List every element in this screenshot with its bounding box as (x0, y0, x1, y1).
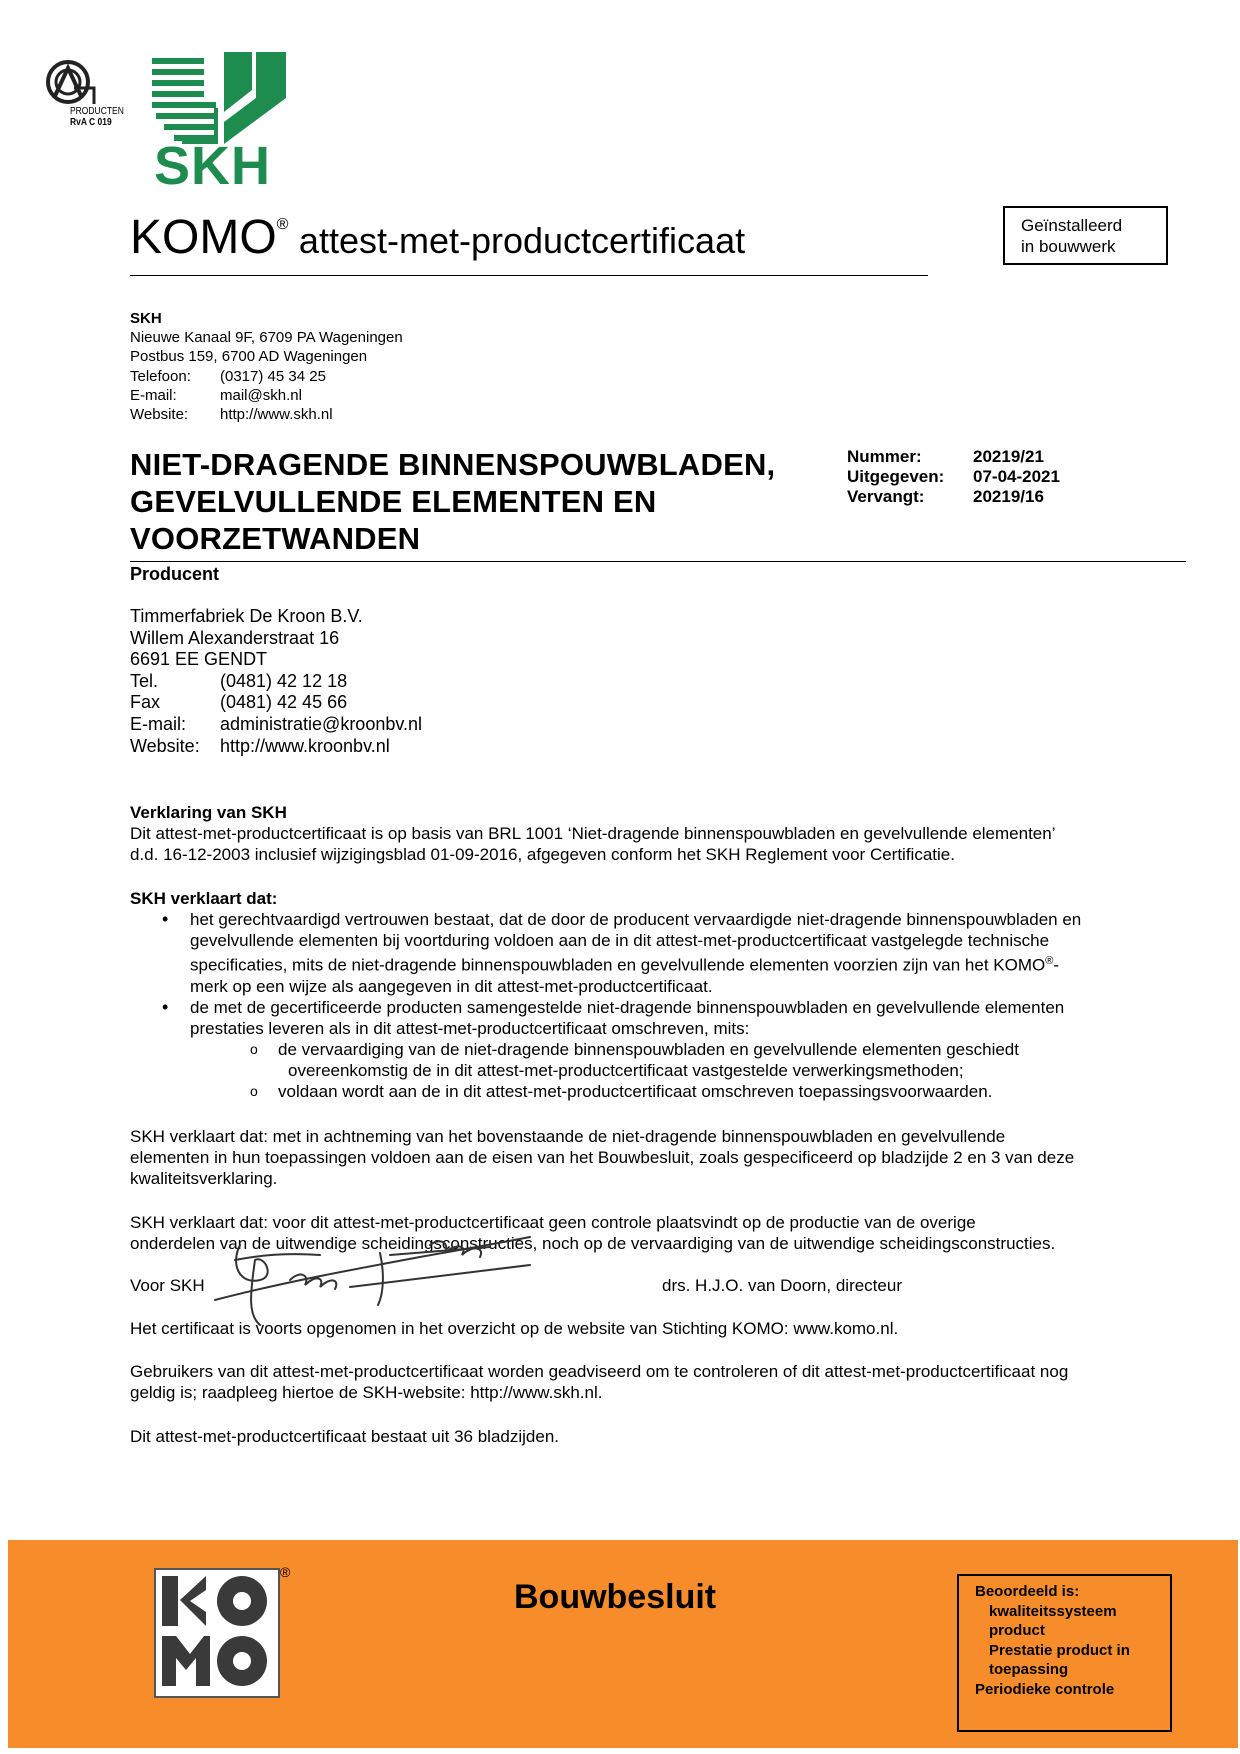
skh-logo-text: SKH (154, 136, 272, 196)
install-line-2: in bouwwerk (1021, 237, 1116, 256)
rva-line-2: RvA C 019 (70, 117, 112, 128)
sub-2-line-1: o voldaan wordt aan de in dit attest-met-productcertificaat omschreven toepassingsvoorwaarden. (278, 1081, 993, 1101)
meta-replaces-label: Vervangt: (847, 487, 925, 506)
para2-line-1: SKH verklaart dat: voor dit attest-met-productcertificaat geen controle plaatsvindt op de productie van de overige (130, 1213, 976, 1232)
bullet-1-line-2: gevelvullende elementen bij voortduring voldoen aan de in dit attest-met-productcertificaat vastgelegde technische (190, 931, 1050, 950)
komo-mark-icon (156, 1570, 274, 1692)
statement-sub-1 (278, 1039, 1190, 1081)
meta-number-label: Nummer: (847, 447, 922, 466)
producer-heading: Producent (130, 564, 220, 584)
meta-issued: 07-04-2021 (973, 467, 1060, 486)
issuer-phone-row (130, 367, 403, 386)
producer-website-label: Website: (130, 735, 200, 756)
title-rule (130, 275, 928, 276)
paragraph-page-count: Dit attest-met-productcertificaat bestaat uit 36 bladzijden. (130, 1427, 559, 1446)
rva-line-1: PRODUCTEN (70, 106, 124, 117)
signature-left: Voor SKH (130, 1276, 205, 1295)
heading-line-1: NIET-DRAGENDE BINNENSPOUWBLADEN, (130, 447, 776, 482)
paragraph-bouwbesluit (130, 1126, 1190, 1189)
rva-logo (44, 58, 134, 148)
assessed-item-3: Prestatie product in (989, 1641, 1130, 1659)
document-title (130, 210, 745, 266)
declaration-line-2: d.d. 16-12-2003 inclusief wijzigingsblad 01-09-2016, afgegeven conform het SKH Reglement voor Certificatie. (130, 845, 955, 864)
issuer-phone: (0317) 45 34 25 (220, 367, 326, 385)
skh-mark-icon (152, 52, 292, 144)
footer-title: Bouwbesluit (514, 1578, 717, 1616)
statement-list (130, 909, 1190, 1039)
assessed-item-2: product (989, 1622, 1045, 1640)
producer-city: 6691 EE GENDT (130, 649, 268, 670)
bullet-2-line-2: prestaties leveren als in dit attest-met-productcertificaat omschreven, mits: (190, 1018, 750, 1038)
producer-website: http://www.kroonbv.nl (220, 735, 390, 756)
producer-street: Willem Alexanderstraat 16 (130, 627, 340, 648)
bullet-1-reg: ® (1045, 955, 1054, 967)
issuer-block (130, 309, 403, 424)
statement-sublist (130, 1039, 1190, 1102)
producer-website-row (130, 736, 422, 758)
meta-replaces: 20219/16 (973, 487, 1044, 506)
install-box (1003, 206, 1168, 265)
heading-line-2: GEVELVULLENDE ELEMENTEN EN (130, 484, 657, 519)
meta-issued-row (847, 467, 1060, 487)
statement-block (130, 888, 1190, 1102)
komo-logo (154, 1568, 280, 1698)
heading-rule (130, 561, 1186, 562)
title-brand: KOMO (130, 211, 277, 264)
statement-bullet-1 (190, 909, 1190, 997)
assessed-item-4: toepassing (989, 1661, 1069, 1679)
footer-band (8, 1540, 1238, 1748)
paragraph-validity (130, 1361, 1190, 1403)
meta-issued-label: Uitgegeven: (847, 467, 945, 486)
bullet-1-line-4: merk op een wijze als aangegeven in dit attest-met-productcertificaat. (190, 976, 713, 996)
producer-fax-label: Fax (130, 692, 161, 713)
producer-fax: (0481) 42 45 66 (220, 692, 348, 713)
skh-logo (152, 52, 292, 196)
meta-number-row (847, 447, 1060, 467)
para2-line-2: onderdelen van de uitwendige scheidingsconstructies, noch op de vervaardiging van de uitwendige scheidingsconstructies. (130, 1234, 1056, 1253)
producer-email: administratie@kroonbv.nl (220, 713, 423, 734)
para1-line-1: SKH verklaart dat: met in achtneming van het bovenstaande de niet-dragende binnenspouwbladen en gevelvullende (130, 1127, 1006, 1146)
assessed-last: Periodieke controle (975, 1680, 1115, 1698)
bullet-1-line-3: specificaties, mits de niet-dragende binnenspouwbladen en gevelvullende elementen voorzien zijn van het KOMO (190, 955, 1046, 975)
declaration-heading: Verklaring van SKH (130, 803, 287, 822)
producer-tel-row (130, 671, 422, 693)
issuer-phone-label: Telefoon: (130, 367, 191, 385)
producer-block (130, 606, 422, 757)
producer-tel: (0481) 42 12 18 (220, 670, 348, 691)
para4-line-1: Gebruikers van dit attest-met-productcertificaat worden geadviseerd om te controleren of dit attest-met-productcertificaat nog (130, 1362, 1069, 1381)
para4-line-2: geldig is; raadpleeg hiertoe de SKH-website: http://www.skh.nl. (130, 1383, 603, 1402)
komo-logo-reg: ® (280, 1564, 291, 1580)
issuer-website-row (130, 405, 403, 424)
producer-fax-row (130, 692, 422, 714)
assessed-box (957, 1574, 1172, 1732)
issuer-email: mail@skh.nl (220, 386, 302, 404)
declaration-line-1: Dit attest-met-productcertificaat is op basis van BRL 1001 ‘Niet-dragende binnenspouwbladen en gevelvullende elementen’ (130, 824, 1056, 843)
issuer-website: http://www.skh.nl (220, 406, 333, 424)
sub-1-line-2: overeenkomstig de in dit attest-met-productcertificaat vastgestelde verwerkingsmethoden; (288, 1060, 964, 1080)
install-line-1: Geïnstalleerd (1021, 216, 1123, 235)
heading-line-3: VOORZETWANDEN (130, 521, 421, 556)
meta-number: 20219/21 (973, 447, 1044, 466)
assessed-heading: Beoordeeld is: (975, 1583, 1080, 1600)
declaration-block (130, 802, 1190, 865)
issuer-email-row (130, 386, 403, 405)
producer-tel-label: Tel. (130, 670, 159, 691)
rva-mark-icon (44, 58, 100, 108)
bullet-1-line-3-row (190, 951, 1190, 976)
bullet-1-dash: - (1053, 955, 1060, 975)
issuer-address-1: Nieuwe Kanaal 9F, 6709 PA Wageningen (130, 329, 403, 347)
issuer-email-label: E-mail: (130, 386, 177, 404)
assessed-item-1: kwaliteitssysteem (989, 1602, 1117, 1620)
title-reg: ® (276, 216, 289, 233)
signature-right: drs. H.J.O. van Doorn, directeur (662, 1276, 902, 1295)
issuer-address-2: Postbus 159, 6700 AD Wageningen (130, 348, 368, 366)
producer-email-row (130, 714, 422, 736)
bullet-2-line-1: • de met de gecertificeerde producten samengestelde niet-dragende binnenspouwbladen en gevelvullende elementen (190, 997, 1065, 1017)
paragraph-komo-website: Het certificaat is voorts opgenomen in het overzicht op de website van Stichting KOMO: www.komo.nl. (130, 1319, 899, 1338)
title-rest: attest-met-productcertificaat (298, 220, 746, 261)
statement-heading: SKH verklaart dat: (130, 889, 278, 908)
issuer-name: SKH (130, 310, 162, 327)
certificate-heading (130, 446, 775, 557)
statement-bullet-2 (190, 997, 1190, 1039)
statement-sub-2 (278, 1081, 1190, 1102)
issuer-website-label: Website: (130, 406, 189, 424)
bullet-1-line-1: • het gerechtvaardigd vertrouwen bestaat, dat de door de producent vervaardigde niet-dragende binnenspouwbladen en (190, 910, 1082, 929)
meta-replaces-row (847, 487, 1060, 507)
producer-name: Timmerfabriek De Kroon B.V. (130, 606, 363, 626)
certificate-meta (847, 447, 1060, 507)
producer-email-label: E-mail: (130, 713, 187, 734)
para1-line-3: kwaliteitsverklaring. (130, 1169, 278, 1188)
para1-line-2: elementen in hun toepassingen voldoen aan de eisen van het Bouwbesluit, zoals gespecificeerd op bladzijde 2 en 3 van deze (130, 1148, 1075, 1167)
sub-1-line-1: o de vervaardiging van de niet-dragende binnenspouwbladen en gevelvullende elementen geschiedt (278, 1039, 1019, 1059)
